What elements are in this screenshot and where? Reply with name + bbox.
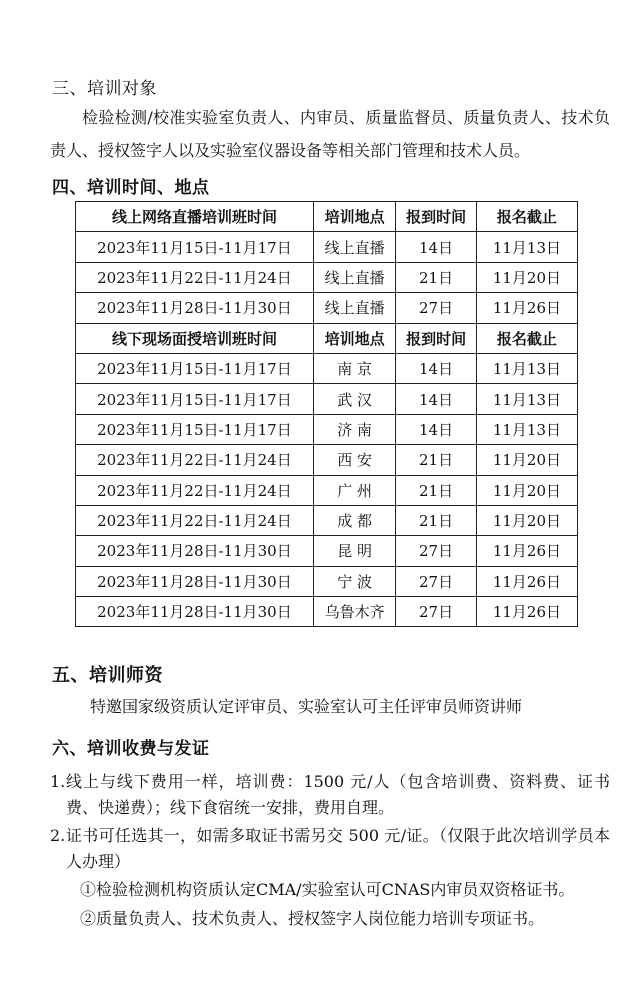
check-in-cell: 14日 xyxy=(396,353,476,383)
location-cell: 线上直播 xyxy=(313,232,395,262)
online-header-row xyxy=(76,202,578,232)
table-row xyxy=(76,566,578,596)
deadline-cell: 11月20日 xyxy=(476,445,577,475)
table-row xyxy=(76,262,578,292)
location-cell: 广 州 xyxy=(313,475,395,505)
check-in-cell: 27日 xyxy=(396,293,476,323)
check-in-cell: 21日 xyxy=(396,445,476,475)
check-in-cell: 27日 xyxy=(396,597,476,627)
session-dates-cell: 2023年11月15日-11月17日 xyxy=(76,414,314,444)
deadline-cell: 11月13日 xyxy=(476,414,577,444)
deadline-cell: 11月26日 xyxy=(476,597,577,627)
table-row xyxy=(76,232,578,262)
table-row xyxy=(76,475,578,505)
session-dates-cell: 2023年11月15日-11月17日 xyxy=(76,353,314,383)
section-3-heading: 三、培训对象 xyxy=(52,79,157,99)
location-cell: 昆 明 xyxy=(313,536,395,566)
certificate-option-1: ①检验检测机构资质认定CMA/实验室认可CNAS内审员双资格证书。 xyxy=(80,880,575,899)
location-cell: 武 汉 xyxy=(313,384,395,414)
session-dates-cell: 2023年11月22日-11月24日 xyxy=(76,262,314,292)
deadline-cell: 11月26日 xyxy=(476,566,577,596)
deadline-cell: 11月26日 xyxy=(476,293,577,323)
section-6-heading: 六、培训收费与发证 xyxy=(52,739,210,759)
table-row xyxy=(76,414,578,444)
table-row xyxy=(76,445,578,475)
table-row xyxy=(76,505,578,535)
location-cell: 乌鲁木齐 xyxy=(313,597,395,627)
deadline-cell: 11月13日 xyxy=(476,384,577,414)
deadline-cell: 11月20日 xyxy=(476,262,577,292)
table-row xyxy=(76,293,578,323)
deadline-cell: 11月13日 xyxy=(476,232,577,262)
check-in-cell: 14日 xyxy=(396,384,476,414)
training-audience-text: 检验检测/校准实验室负责人、内审员、质量监督员、质量负责人、技术负责人、授权签字人以及实验室仪器设备等相关部门管理和技术人员。 xyxy=(50,108,610,160)
location-cell: 南 京 xyxy=(313,353,395,383)
schedule-table xyxy=(75,201,578,627)
session-dates-cell: 2023年11月22日-11月24日 xyxy=(76,505,314,535)
location-cell: 西 安 xyxy=(313,445,395,475)
check-in-cell: 27日 xyxy=(396,536,476,566)
check-in-cell: 14日 xyxy=(396,232,476,262)
table-row xyxy=(76,384,578,414)
table-header-cell: 线上网络直播培训班时间 xyxy=(76,202,314,232)
check-in-cell: 27日 xyxy=(396,566,476,596)
location-cell: 济 南 xyxy=(313,414,395,444)
session-dates-cell: 2023年11月28日-11月30日 xyxy=(76,536,314,566)
table-row xyxy=(76,597,578,627)
session-dates-cell: 2023年11月28日-11月30日 xyxy=(76,597,314,627)
list-item-text: 线上与线下费用一样，培训费：1500 元/人（包含培训费、资料费、证书费、快递费）；线下食宿统一安排，费用自理。 xyxy=(66,772,610,817)
table-row xyxy=(76,353,578,383)
fee-list-item xyxy=(50,769,610,821)
list-item-text: 证书可任选其一，如需多取证书需另交 500 元/证。（仅限于此次培训学员本人办理） xyxy=(66,826,610,871)
table-header-cell: 培训地点 xyxy=(313,202,395,232)
table-header-cell: 线下现场面授培训班时间 xyxy=(76,323,314,353)
session-dates-cell: 2023年11月22日-11月24日 xyxy=(76,475,314,505)
session-dates-cell: 2023年11月28日-11月30日 xyxy=(76,566,314,596)
session-dates-cell: 2023年11月15日-11月17日 xyxy=(76,232,314,262)
offline-header-row xyxy=(76,323,578,353)
deadline-cell: 11月26日 xyxy=(476,536,577,566)
session-dates-cell: 2023年11月15日-11月17日 xyxy=(76,384,314,414)
certificate-list-item xyxy=(50,823,610,875)
location-cell: 线上直播 xyxy=(313,293,395,323)
table-header-cell: 报到时间 xyxy=(396,202,476,232)
location-cell: 宁 波 xyxy=(313,566,395,596)
location-cell: 成 都 xyxy=(313,505,395,535)
deadline-cell: 11月13日 xyxy=(476,353,577,383)
certificate-option-2: ②质量负责人、技术负责人、授权签字人岗位能力培训专项证书。 xyxy=(80,909,545,928)
check-in-cell: 14日 xyxy=(396,414,476,444)
section-4-heading: 四、培训时间、地点 xyxy=(52,178,210,198)
table-header-cell: 报到时间 xyxy=(396,323,476,353)
table-header-cell: 培训地点 xyxy=(313,323,395,353)
check-in-cell: 21日 xyxy=(396,505,476,535)
table-header-cell: 报名截止 xyxy=(476,323,577,353)
check-in-cell: 21日 xyxy=(396,475,476,505)
list-item-number: 1. xyxy=(50,772,66,791)
session-dates-cell: 2023年11月28日-11月30日 xyxy=(76,293,314,323)
table-header-cell: 报名截止 xyxy=(476,202,577,232)
check-in-cell: 21日 xyxy=(396,262,476,292)
location-cell: 线上直播 xyxy=(313,262,395,292)
table-row xyxy=(76,536,578,566)
deadline-cell: 11月20日 xyxy=(476,475,577,505)
trainers-text: 特邀国家级资质认定评审员、实验室认可主任评审员师资讲师 xyxy=(90,697,523,716)
schedule-table-body xyxy=(76,202,578,627)
section-5-heading: 五、培训师资 xyxy=(52,665,163,686)
deadline-cell: 11月20日 xyxy=(476,505,577,535)
list-item-number: 2. xyxy=(50,826,66,845)
session-dates-cell: 2023年11月22日-11月24日 xyxy=(76,445,314,475)
